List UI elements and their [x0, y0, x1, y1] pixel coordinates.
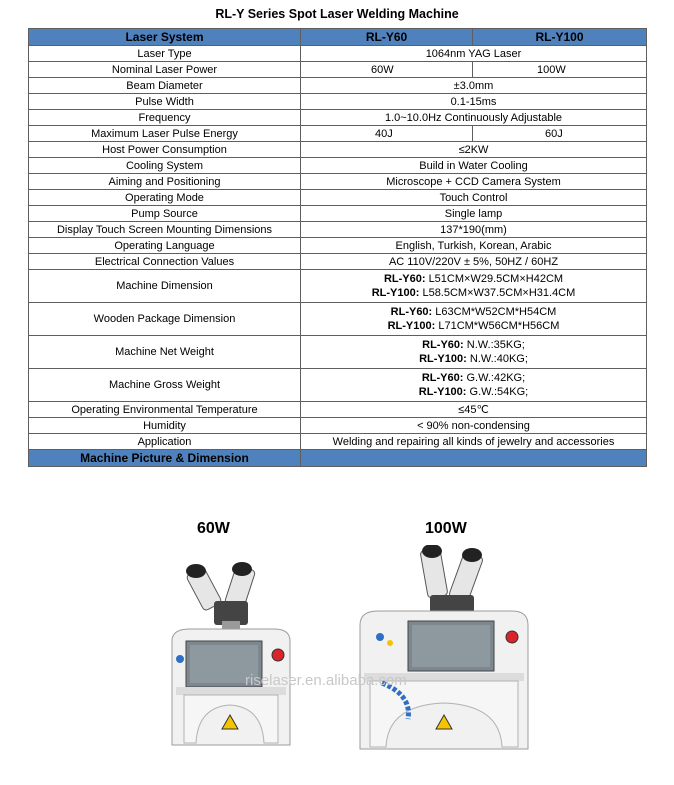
model-value: L71CM*W56CM*H56CM	[438, 320, 560, 332]
table-row	[29, 369, 647, 402]
table-row	[29, 126, 647, 142]
model-value: N.W.:40KG;	[469, 353, 528, 365]
row-value-60w: 60W	[301, 62, 473, 78]
row-label: Pulse Width	[29, 94, 301, 110]
row-value: ≤2KW	[301, 142, 647, 158]
model-value: L51CM×W29.5CM×H42CM	[428, 273, 564, 285]
model-label: RL-Y100:	[371, 287, 420, 299]
table-header-row	[29, 29, 647, 46]
row-value: ±3.0mm	[301, 78, 647, 94]
table-row	[29, 336, 647, 369]
model-label: RL-Y60:	[383, 273, 426, 285]
row-value: ≤45℃	[301, 402, 647, 418]
table-row	[29, 238, 647, 254]
table-row	[29, 270, 647, 303]
spec-table	[28, 28, 647, 467]
row-label: Machine Gross Weight	[29, 369, 301, 402]
caption-100w: 100W	[425, 520, 467, 537]
row-value: 137*190(mm)	[301, 222, 647, 238]
model-value: L58.5CM×W37.5CM×H31.4CM	[422, 287, 576, 299]
row-value-100w: 60J	[473, 126, 647, 142]
row-value-multiline	[301, 303, 647, 336]
document-title: RL-Y Series Spot Laser Welding Machine	[215, 7, 459, 21]
row-value: AC 110V/220V ± 5%, 50HZ / 60HZ	[301, 254, 647, 270]
row-label: Frequency	[29, 110, 301, 126]
model-value: G.W.:42KG;	[466, 372, 526, 384]
footer-empty-cell	[301, 450, 647, 467]
model-label: RL-Y60:	[421, 372, 464, 384]
row-label: Operating Mode	[29, 190, 301, 206]
row-label: Aiming and Positioning	[29, 174, 301, 190]
row-label: Operating Environmental Temperature	[29, 402, 301, 418]
microscope-icon	[186, 562, 256, 635]
row-value: Welding and repairing all kinds of jewelry and accessories	[301, 434, 647, 450]
machine-100w-picture	[352, 545, 542, 755]
model-label: RL-Y100:	[387, 320, 436, 332]
table-row	[29, 303, 647, 336]
row-label: Machine Dimension	[29, 270, 301, 303]
table-row	[29, 62, 647, 78]
row-value-multiline	[301, 369, 647, 402]
table-row	[29, 206, 647, 222]
row-value: 1.0~10.0Hz Continuously Adjustable	[301, 110, 647, 126]
header-laser-system: Laser System	[29, 29, 301, 46]
row-label: Host Power Consumption	[29, 142, 301, 158]
row-value-multiline	[301, 336, 647, 369]
table-row	[29, 78, 647, 94]
table-row	[29, 190, 647, 206]
row-value: 1064nm YAG Laser	[301, 46, 647, 62]
row-label: Pump Source	[29, 206, 301, 222]
table-row	[29, 110, 647, 126]
model-value: L63CM*W52CM*H54CM	[435, 306, 557, 318]
row-label: Beam Diameter	[29, 78, 301, 94]
model-value: N.W.:35KG;	[466, 339, 525, 351]
model-value: G.W.:54KG;	[469, 386, 529, 398]
row-value: Build in Water Cooling	[301, 158, 647, 174]
footer-picture-dimension: Machine Picture & Dimension	[29, 450, 301, 467]
row-value-multiline	[301, 270, 647, 303]
row-value-60w: 40J	[301, 126, 473, 142]
row-label: Humidity	[29, 418, 301, 434]
table-row	[29, 418, 647, 434]
table-row	[29, 94, 647, 110]
row-value: < 90% non-condensing	[301, 418, 647, 434]
row-value: Microscope + CCD Camera System	[301, 174, 647, 190]
table-row	[29, 402, 647, 418]
row-label: Laser Type	[29, 46, 301, 62]
row-value-100w: 100W	[473, 62, 647, 78]
table-footer-row	[29, 450, 647, 467]
caption-60w: 60W	[197, 520, 230, 537]
model-label: RL-Y60:	[390, 306, 433, 318]
model-label: RL-Y100:	[419, 353, 467, 365]
table-row	[29, 158, 647, 174]
row-label: Operating Language	[29, 238, 301, 254]
table-row	[29, 434, 647, 450]
row-label: Electrical Connection Values	[29, 254, 301, 270]
row-label: Machine Net Weight	[29, 336, 301, 369]
header-rl-y100: RL-Y100	[473, 29, 647, 46]
row-label: Nominal Laser Power	[29, 62, 301, 78]
row-value: English, Turkish, Korean, Arabic	[301, 238, 647, 254]
row-value: 0.1-15ms	[301, 94, 647, 110]
row-label: Wooden Package Dimension	[29, 303, 301, 336]
table-row	[29, 174, 647, 190]
table-row	[29, 222, 647, 238]
row-value: Touch Control	[301, 190, 647, 206]
row-label: Cooling System	[29, 158, 301, 174]
row-value: Single lamp	[301, 206, 647, 222]
table-row	[29, 46, 647, 62]
header-rl-y60: RL-Y60	[301, 29, 473, 46]
row-label: Display Touch Screen Mounting Dimensions	[29, 222, 301, 238]
table-row	[29, 254, 647, 270]
row-label: Maximum Laser Pulse Energy	[29, 126, 301, 142]
table-row	[29, 142, 647, 158]
machine-60w-picture	[150, 555, 310, 755]
model-label: RL-Y60:	[422, 339, 464, 351]
watermark: riselaser.en.alibaba.com	[245, 672, 407, 689]
model-label: RL-Y100:	[418, 386, 467, 398]
row-label: Application	[29, 434, 301, 450]
